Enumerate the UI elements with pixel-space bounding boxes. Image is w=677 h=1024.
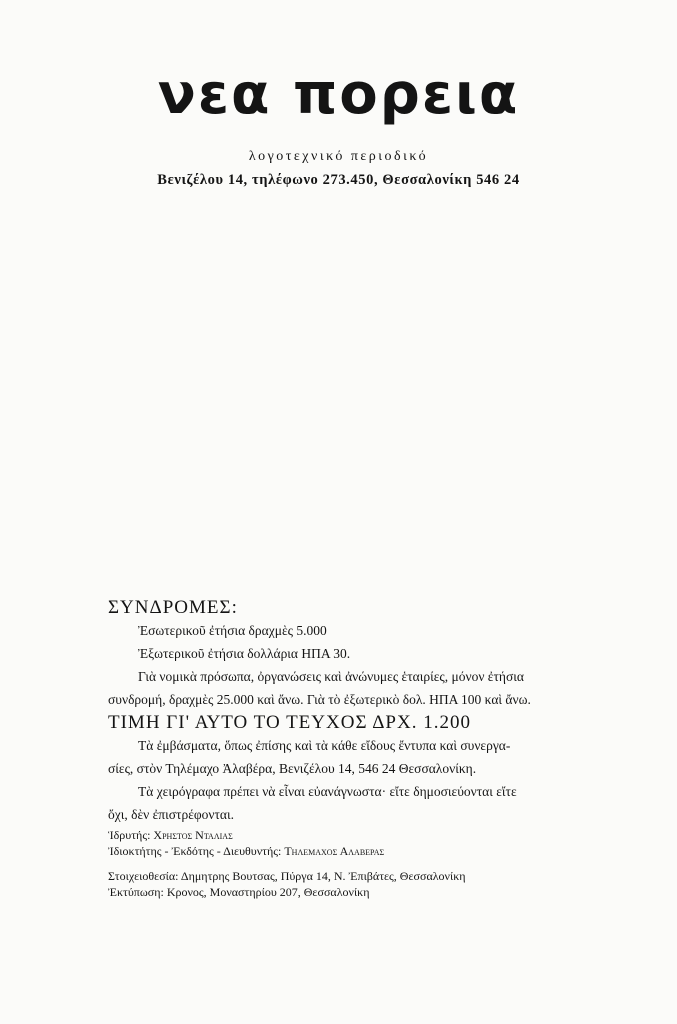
foreign-subscription: Ἐξωτερικοῦ ἐτήσια δολλάρια ΗΠΑ 30. — [138, 646, 351, 661]
printing-label: Ἐκτύπωση: — [108, 885, 164, 899]
typesetting-label: Στοιχειοθεσία: — [108, 869, 179, 883]
masthead-title: νεα πορεια — [157, 62, 520, 127]
masthead-subtitle: λογοτεχνικό περιοδικό — [248, 149, 429, 164]
price-heading: ΤΙΜΗ ΓΙ' ΑΥΤΟ ΤΟ ΤΕΥΧΟΣ ΔΡΧ. 1.200 — [108, 712, 471, 733]
founder-line — [108, 827, 648, 843]
printing-line — [108, 884, 648, 900]
manuscripts-line-2: ὄχι, δὲν ἐπιστρέφονται. — [108, 807, 235, 822]
remittance-line-1: Τὰ ἐμβάσματα, ὅπως ἐπίσης καὶ τὰ κάθε εἴδους ἔντυπα καὶ συνεργα- — [138, 738, 511, 753]
owner-label: Ἰδιοκτήτης - Ἐκδότης - Διευθυντής: — [108, 844, 282, 858]
domestic-subscription: Ἐσωτερικοῦ ἐτήσια δραχμὲς 5.000 — [138, 623, 327, 638]
manuscripts-line-1: Τὰ χειρόγραφα πρέπει νὰ εἶναι εὐανάγνωστα· εἴτε δημοσιεύονται εἴτε — [138, 784, 517, 799]
price-section — [108, 712, 648, 826]
credits-section — [108, 827, 648, 900]
owner-name: Τηλεμαχος Αλαβερας — [284, 844, 385, 858]
typesetting-line — [108, 868, 648, 884]
printing-value: Κρονος, Μοναστηρίου 207, Θεσσαλονίκη — [166, 885, 370, 899]
subscriptions-heading: ΣΥΝΔΡΟΜΕΣ: — [108, 597, 238, 618]
masthead-address: Βενιζέλου 14, τηλέφωνο 273.450, Θεσσαλονίκη 546 24 — [157, 172, 520, 188]
typesetting-value: Δημητρης Βουτσας, Πύργα 14, Ν. Ἐπιβάτες, Θεσσαλονίκη — [180, 869, 466, 883]
founder-name: Χρηστος Νταλιας — [153, 828, 233, 842]
remittance-line-2: σίες, στὸν Τηλέμαχο Ἀλαβέρα, Βενιζέλου 14, 546 24 Θεσσαλονίκη. — [108, 761, 477, 776]
owner-line — [108, 843, 648, 859]
legal-entities-line-1: Γιὰ νομικὰ πρόσωπα, ὀργανώσεις καὶ ἀνώνυμες ἑταιρίες, μόνον ἐτήσια — [138, 669, 524, 684]
subscriptions-section — [108, 597, 648, 711]
founder-label: Ἱδρυτής: — [108, 828, 151, 842]
legal-entities-line-2: συνδρομή, δραχμὲς 25.000 καὶ ἄνω. Γιὰ τὸ ἐξωτερικὸ δολ. ΗΠΑ 100 καὶ ἄνω. — [108, 692, 531, 707]
